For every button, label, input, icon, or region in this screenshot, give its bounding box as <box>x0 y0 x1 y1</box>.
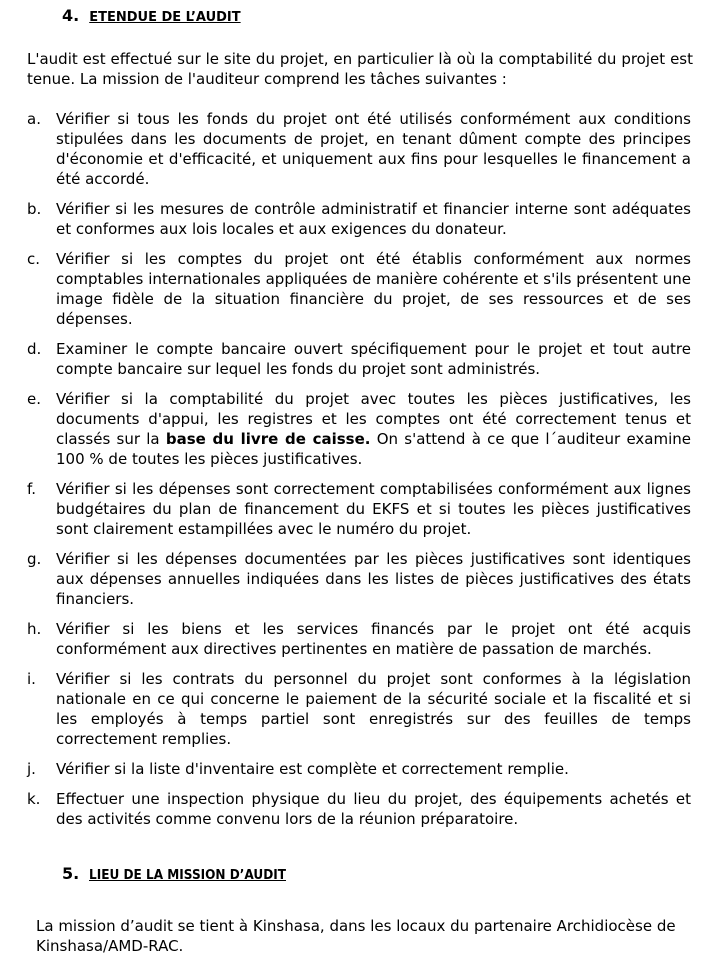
section-5-text: La mission d’audit se tient à Kinshasa, dans les locaux du partenaire Archidiocèse de Kinshasa/AMD-RAC. <box>36 917 676 955</box>
list-item-e <box>27 389 691 469</box>
section-5-heading <box>62 864 301 883</box>
list-marker: g. <box>27 550 42 568</box>
list-item-h <box>27 619 691 659</box>
section-4-heading <box>62 6 241 25</box>
list-marker: d. <box>27 340 42 358</box>
list-item-c <box>27 249 691 329</box>
list-item-j <box>27 759 691 779</box>
list-marker: c. <box>27 250 41 268</box>
list-item-text-part: On s'attend à ce que l´auditeur examine 100 % de toutes les pièces justificatives. <box>56 430 691 468</box>
list-item-text: Vérifier si les dépenses sont correctement comptabilisées conformément aux lignes budgétaires du plan de financement du EKFS et si toutes les pièces justificatives sont clairement estampillées avec le numéro du projet. <box>56 480 691 538</box>
section-4-intro: L'audit est effectué sur le site du projet, en particulier là où la comptabilité du projet est tenue. La mission de l'auditeur comprend les tâches suivantes : <box>27 50 693 88</box>
section-4-number: 4. <box>62 6 80 25</box>
list-marker: j. <box>27 760 36 778</box>
list-item-k <box>27 789 691 829</box>
list-item-text: Vérifier si tous les fonds du projet ont été utilisés conformément aux conditions stipulées dans les documents de projet, en tenant dûment compte des principes d'économie et d'efficacité, et uniquement aux fins pour lesquelles le financement a été accordé. <box>56 110 691 188</box>
section-5-title: LIEU DE LA MISSION D’AUDIT <box>89 868 287 883</box>
list-item-a <box>27 109 691 189</box>
section-5-number: 5. <box>62 864 80 883</box>
list-item-text: Vérifier si la liste d'inventaire est complète et correctement remplie. <box>56 760 569 778</box>
list-marker: e. <box>27 390 41 408</box>
list-item-text: Vérifier si les dépenses documentées par les pièces justificatives sont identiques aux dépenses annuelles indiquées dans les listes de pièces justificatives des états financiers. <box>56 550 691 608</box>
list-item-text: Effectuer une inspection physique du lieu du projet, des équipements achetés et des activités comme convenu lors de la réunion préparatoire. <box>56 790 691 828</box>
list-marker: h. <box>27 620 42 638</box>
list-marker: k. <box>27 790 41 808</box>
list-item-text: Vérifier si les comptes du projet ont été établis conformément aux normes comptables internationales appliquées de manière cohérente et s'ils présentent une image fidèle de la situation financière du projet, de ses ressources et de ses dépenses. <box>56 250 691 328</box>
list-item-text-part: Vérifier si la comptabilité du projet avec toutes les pièces justificatives, les documents d'appui, les registres et les comptes ont été correctement tenus et classés sur la <box>56 390 691 448</box>
list-item-b <box>27 199 691 239</box>
list-marker: f. <box>27 480 36 498</box>
list-item-f <box>27 479 691 539</box>
audit-task-list <box>27 109 691 839</box>
list-item-text: Vérifier si les contrats du personnel du projet sont conformes à la législation nationale en ce qui concerne le paiement de la sécurité sociale et la fiscalité et si les employés à temps partiel sont enregistrés sur des feuilles de temps correctement remplies. <box>56 670 691 748</box>
list-marker: b. <box>27 200 42 218</box>
list-marker: i. <box>27 670 36 688</box>
list-item-g <box>27 549 691 609</box>
list-item-text: Examiner le compte bancaire ouvert spécifiquement pour le projet et tout autre compte bancaire sur lequel les fonds du projet sont administrés. <box>56 340 691 378</box>
bold-emphasis: base du livre de caisse. <box>165 430 371 448</box>
list-item-text <box>56 389 691 469</box>
list-item-d <box>27 339 691 379</box>
list-item-text: Vérifier si les mesures de contrôle administratif et financier interne sont adéquates et conformes aux lois locales et aux exigences du donateur. <box>56 200 691 238</box>
list-marker: a. <box>27 110 41 128</box>
list-item-i <box>27 669 691 749</box>
section-4-title: ETENDUE DE L’AUDIT <box>89 10 241 25</box>
list-item-text: Vérifier si les biens et les services financés par le projet ont été acquis conformément aux directives pertinentes en matière de passation de marchés. <box>56 620 691 658</box>
